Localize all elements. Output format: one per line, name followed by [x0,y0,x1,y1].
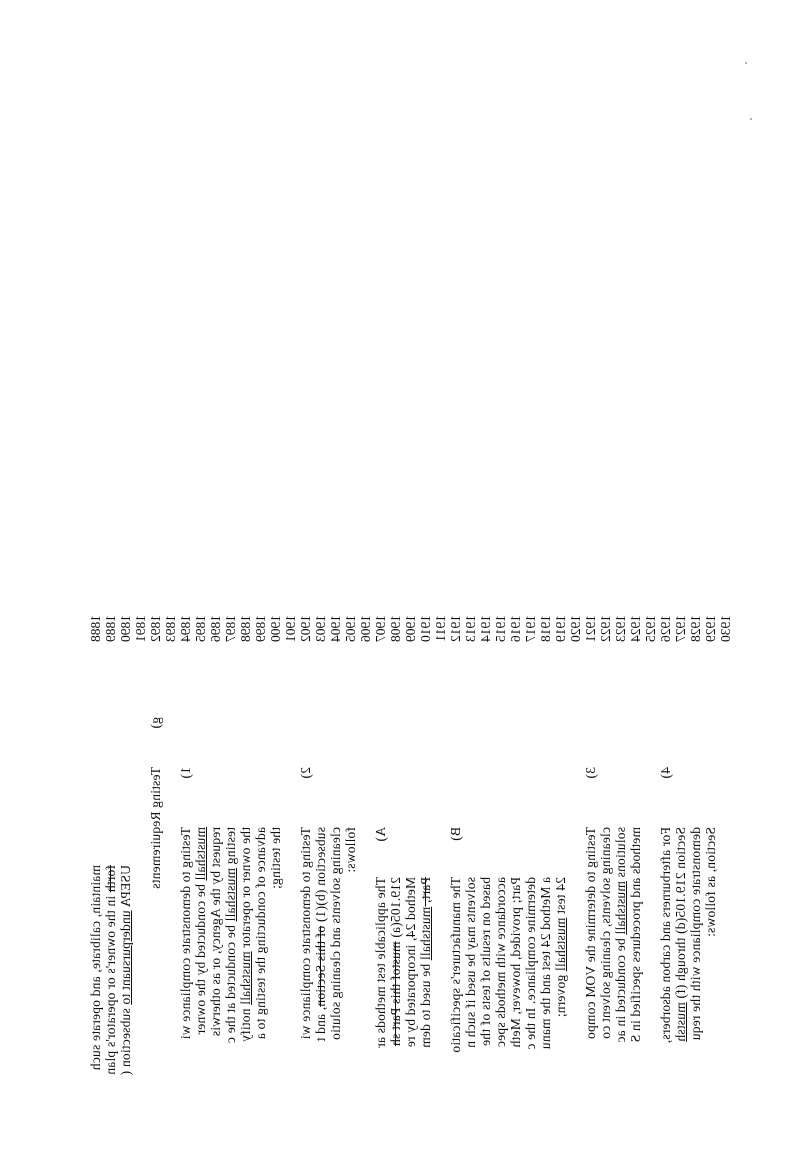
line-number: 1904 [328,615,343,642]
line-number: 1914 [478,615,493,642]
text-line: request by the Agency, or as otherwis [208,827,223,1037]
text-line [103,865,118,1075]
item-marker: 4) [658,767,673,779]
text-line: maintain, calibrate, and operate such [88,865,103,1071]
text-line: follows: [343,827,358,873]
item-marker: 2) [298,767,313,779]
text-line [613,827,628,1043]
text-span: Section 219.105(d) through (f) [673,827,688,1003]
text-span: 24 test [553,877,568,918]
line-number: 1922 [598,615,613,642]
struck-text: Part, [418,877,433,907]
text-span: subsection ( [118,1004,133,1076]
line-number: 1927 [673,615,688,642]
line-number: 1893 [163,615,178,642]
text-line: Testing to determine the VOM compo [583,827,598,1040]
amended-text: mustshall [418,906,433,961]
text-line: determine compliance. In the c [523,877,538,1050]
line-number: 1895 [193,615,208,642]
text-line [193,827,208,1035]
text-line: Method 24, incorporated by re [403,877,418,1048]
amended-text: mustsh [673,1002,688,1042]
subitem-marker: A) [373,827,388,842]
text-line: methods and procedures specified in S [628,827,643,1043]
line-number: 1928 [688,615,703,642]
text-span: be used to dem [418,960,433,1048]
line-number: 1921 [583,615,598,642]
line-number: 1903 [313,615,328,642]
amended-text: mustshall [223,867,238,922]
line-number: 1908 [388,615,403,642]
text-span: the owner or operator [238,827,253,952]
line-number: 1929 [703,615,718,642]
line-number: 1892 [148,615,163,642]
line-number: 1901 [283,615,298,642]
item-marker: 1) [178,767,193,779]
text-line: For afterburners and carbon adsorbers, [658,827,673,1044]
line-number: 1919 [553,615,568,642]
amended-text: mustshall [553,917,568,972]
line-number: 1918 [538,615,553,642]
item-marker: 3) [583,767,598,779]
text-span: solutions [613,827,628,882]
subitem-marker: B) [448,827,463,841]
line-number: 1916 [508,615,523,642]
text-line: advance of conducting the testing to a [253,827,268,1040]
line-number: 1905 [343,615,358,642]
line-number: 1902 [298,615,313,642]
amended-text: underpursuant to [118,910,133,1005]
text-line: a Method 24 test and the manu [538,877,553,1050]
line-number: 1930 [718,615,733,642]
text-line: demonstrate compliance with the requ [688,827,703,1041]
rotated-page [88,615,800,1175]
struck-text: forth [103,865,118,893]
text-line: Part; provided, however, Meth [508,877,523,1048]
text-line: Testing to demonstrate compliance wi [298,827,313,1040]
line-number: 1920 [568,615,583,642]
text-line [223,827,238,1043]
line-number: 1923 [613,615,628,642]
text-span: testing [223,827,238,868]
text-line: accordance with methods spec [493,877,508,1048]
line-number: 1899 [253,615,268,642]
text-line [388,877,403,1046]
section-marker: g) [148,717,163,729]
line-number: 1889 [103,615,118,642]
line-number: 1910 [418,615,433,642]
text-line: based on results of tests of the [478,877,493,1047]
text-line: The manufacturer's specificatio [448,877,463,1053]
text-span: , and t [313,1006,328,1042]
line-number: 1894 [178,615,193,642]
text-line: Testing to demonstrate compliance wi [178,827,193,1040]
text-line: solvents may be used if such n [463,877,478,1048]
text-line: cleaning solvents, cleaning solvent co [598,827,613,1039]
line-number: 1891 [133,615,148,642]
line-number: 1900 [268,615,283,642]
text-line [313,827,328,1042]
text-line: cleaning solvents and cleaning solutio [328,827,343,1041]
line-number: 1915 [493,615,508,642]
amended-text: mustshall [238,951,253,1005]
line-number: 1888 [88,615,103,642]
text-line [118,865,133,1076]
text-line: Section, as follows: [703,827,718,938]
line-number: 1913 [463,615,478,642]
scan-speck [750,118,752,120]
text-span: 219.105(a) [388,877,403,942]
text-span: be conducted at the c [223,921,238,1044]
line-number: 1897 [223,615,238,642]
text-span: be conducted by the owner [193,880,208,1035]
line-number: 1912 [448,615,463,642]
text-line [673,827,688,1042]
section-heading: Testing Requirements [148,767,163,889]
line-number: 1890 [118,615,133,642]
line-number: 1925 [643,615,658,642]
struck-text: of this Section [313,925,328,1007]
line-number: 1896 [208,615,223,642]
line-number: 1909 [403,615,418,642]
amended-text: mustshall [613,881,628,935]
text-line: the testing; [268,827,283,890]
line-number: 1898 [238,615,253,642]
scan-speck [745,62,747,64]
line-number: 1907 [373,615,388,642]
line-number: 1917 [523,615,538,642]
line-number: 1924 [628,615,643,642]
line-number: 1911 [433,615,448,642]
text-span: USEPA [118,865,133,911]
text-span: subsection (b)(1) [313,827,328,926]
text-line [238,827,253,1042]
text-line: The applicable test methods ar [373,877,388,1048]
text-span: notify [238,1004,253,1042]
text-line [553,877,568,1017]
text-span: govern; [553,971,568,1018]
text-span: be conducted in ac [613,934,628,1043]
struck-text: mustof this Part sh [388,941,403,1047]
line-number: 1926 [658,615,673,642]
text-line [418,877,433,1048]
text-span: in the owner's or operator's plan [103,892,118,1075]
amended-text: mustshall [193,827,208,881]
line-number: 1906 [358,615,373,642]
